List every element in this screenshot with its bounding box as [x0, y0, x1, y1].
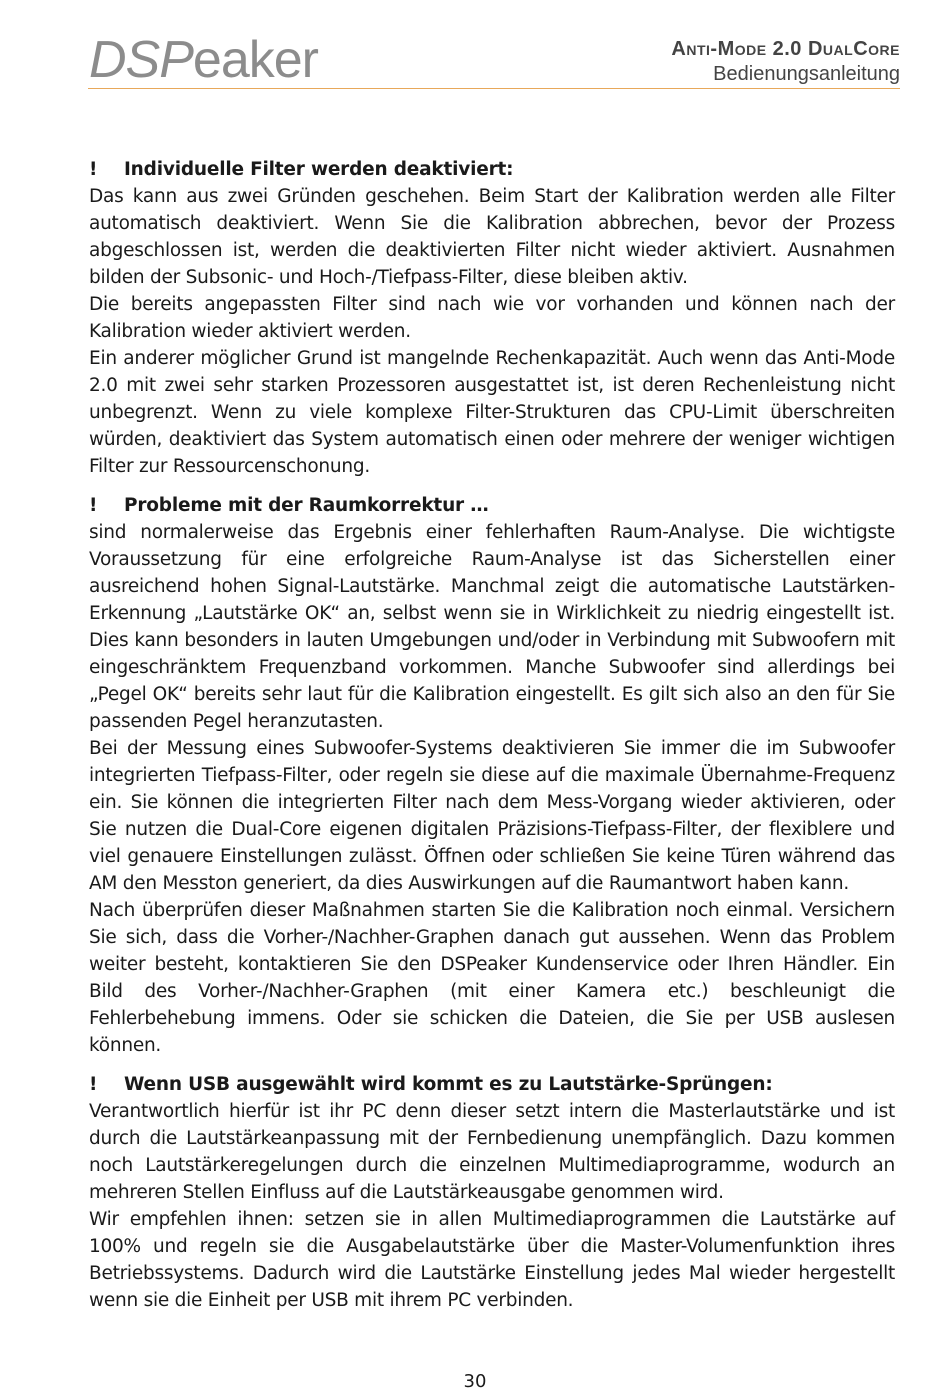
section-title-text: Probleme mit der Raumkorrektur …	[124, 495, 489, 516]
logo-regular-part: eaker	[192, 31, 318, 89]
warning-marker: !	[89, 1074, 98, 1095]
section-title-text: Wenn USB ausgewählt wird kommt es zu Lautstärke-Sprüngen:	[124, 1074, 773, 1095]
section-filters-deactivated	[89, 156, 895, 480]
section-title	[89, 492, 895, 519]
warning-marker: !	[89, 159, 98, 180]
dspeaker-logo	[89, 28, 318, 92]
paragraph: Das kann aus zwei Gründen geschehen. Beim Start der Kalibration werden alle Filter automatisch deaktiviert. Wenn Sie die Kalibration abbrechen, bevor der Prozess abgeschlossen ist, werden die deaktivierten Filter nicht wieder aktiviert. Ausnahmen bilden der Subsonic- und Hoch-/Tiefpass-Filter, diese bleiben aktiv.	[89, 186, 895, 288]
main-content	[89, 156, 895, 1326]
paragraph: Ein anderer möglicher Grund ist mangelnde Rechenkapazität. Auch wenn das Anti-Mode 2.0 mit zwei sehr starken Prozessoren ausgestattet ist, ist deren Rechenleistung nicht unbegrenzt. Wenn zu viele komplexe Filter-Strukturen das CPU-Limit überschreiten würden, deaktiviert das System automatisch einen oder mehrere der weniger wichtigen Filter zur Ressourcenschonung.	[89, 348, 895, 477]
section-title	[89, 1071, 895, 1098]
section-title	[89, 156, 895, 183]
header-divider	[88, 88, 900, 89]
warning-marker: !	[89, 495, 98, 516]
logo-italic-part: DSP	[89, 31, 193, 89]
paragraph: Bei der Messung eines Subwoofer-Systems deaktivieren Sie immer die im Subwoofer integrierten Tiefpass-Filter, oder regeln sie diese auf die maximale Übernahme-Frequenz ein. Sie können die integrierten Filter nach dem Mess-Vorgang wieder aktivieren, oder Sie nutzen die Dual-Core eigenen digitalen Präzisions-Tiefpass-Filter, der flexiblere und viel genauere Einstellungen zulässt. Öffnen oder schließen Sie keine Türen während das AM den Messton generiert, da dies Auswirkungen auf die Raumantwort haben kann.	[89, 738, 895, 894]
paragraph: Die bereits angepassten Filter sind nach wie vor vorhanden und können nach der Kalibration wieder aktiviert werden.	[89, 294, 895, 342]
paragraph: Nach überprüfen dieser Maßnahmen starten Sie die Kalibration noch einmal. Versichern Sie sich, dass die Vorher-/Nachher-Graphen danach gut aussehen. Wenn das Problem weiter besteht, kontaktieren Sie den DSPeaker Kundenservice oder Ihren Händler. Ein Bild des Vorher-/Nachher-Graphen (mit einer Kamera etc.) beschleunigt die Fehlerbehebung immens. Oder sie schicken die Dateien, die Sie per USB auslesen können.	[89, 900, 895, 1056]
page-number: 30	[463, 1371, 487, 1392]
paragraph: Verantwortlich hierfür ist ihr PC denn dieser setzt intern die Masterlautstärke und ist durch die Lautstärkeanpassung mit der Fernbedienung unempfänglich. Dazu kommen noch Lautstärkeregelungen durch die einzelnen Multimediaprogramme, wodurch an mehreren Stellen Einfluss auf die Lautstärkeausgabe genommen wird.	[89, 1101, 895, 1203]
section-title-text: Individuelle Filter werden deaktiviert:	[124, 159, 514, 180]
section-usb-volume-jumps	[89, 1071, 895, 1314]
paragraph: sind normalerweise das Ergebnis einer fehlerhaften Raum-Analyse. Die wichtigste Voraussetzung für eine erfolgreiche Raum-Analyse ist das Sicherstellen einer ausreichend hohen Signal-Lautstärke. Manchmal zeigt die automatische Lautstärken-Erkennung „Lautstärke OK“ an, selbst wenn sie in Wirklichkeit zu niedrig eingestellt ist. Dies kann besonders in lauten Umgebungen und/oder in Verbindung mit Subwoofern mit eingeschränktem Frequenzband vorkommen. Manche Subwoofer sind allerdings bei „Pegel OK“ bereits sehr laut für die Kalibration eingestellt. Es gilt sich also an den für Sie passenden Pegel heranzutasten.	[89, 522, 895, 732]
product-name: Anti-Mode 2.0 DualCore	[671, 38, 900, 60]
document-subtitle: Bedienungsanleitung	[713, 63, 900, 85]
header-right	[671, 37, 900, 87]
section-room-correction-problems	[89, 492, 895, 1059]
page-header	[0, 0, 950, 100]
paragraph: Wir empfehlen ihnen: setzen sie in allen Multimediaprogrammen die Lautstärke auf 100% und regeln sie die Ausgabelautstärke über die Master-Volumenfunktion ihres Betriebssystems. Dadurch wird die Lautstärke Einstellung jedes Mal wieder hergestellt wenn sie die Einheit per USB mit ihrem PC verbinden.	[89, 1209, 895, 1311]
